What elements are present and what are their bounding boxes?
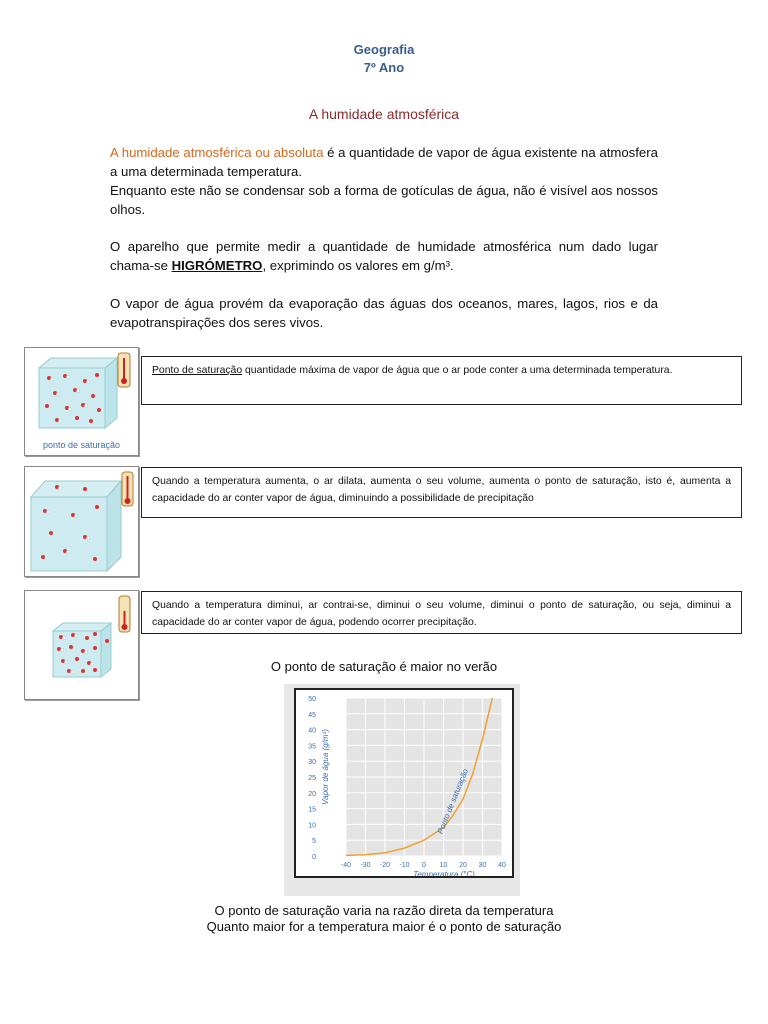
subject-heading: Geografia [353,42,415,57]
hygrometer-term: HIGRÓMETRO [171,258,263,273]
box-text: Quando a temperatura diminui, ar contrai-se, diminui o seu volume, diminui o ponto de saturação, ou seja, diminui a capacidade do ar conter vapor de água, podendo ocorrer precipitação. [152,600,731,628]
cube-illustration [25,348,138,455]
y-tick-label: 45 [308,711,316,719]
paragraph-text: , exprimindo os valores em g/m³. [262,258,454,273]
grade-heading: 7º Ano [363,60,405,75]
paragraph-text: O vapor de água provém da evaporação das águas dos oceanos, mares, lagos, rios e da evapotranspirações dos seres vivos. [110,296,658,330]
x-axis-title: Temperatura (°C) [413,870,475,876]
large-cube-image [24,466,139,577]
cube-image-label: ponto de saturação [42,440,121,450]
paragraph-hygrometer [110,237,658,275]
x-tick-label: -40 [340,862,352,869]
box-text: Quando a temperatura aumenta, o ar dilata, aumenta o seu volume, aumenta o ponto de saturação, isto é, aumenta a capacidade do ar conter vapor de água, diminuindo a possibilidade de precipitação [152,476,731,504]
small-cube-image [24,590,139,700]
saturation-term: Ponto de saturação [152,365,243,376]
x-tick-label: 0 [422,862,426,869]
temperature-decrease-box [141,591,742,634]
temperature-increase-box [141,467,742,518]
x-tick-label: 10 [439,862,448,869]
saturation-chart [296,690,512,876]
saturation-definition-box [141,356,742,405]
paragraph-evaporation [110,294,658,332]
y-tick-label: 0 [312,854,316,861]
x-tick-label: 30 [478,862,487,869]
paragraph-text: Enquanto este não se condensar sob a forma de gotículas de água, não é visível aos nossos olhos. [110,183,658,217]
chart-caption-top: O ponto de saturação é maior no verão [270,659,498,674]
saturation-chart-panel [294,688,514,878]
highlight-term: A humidade atmosférica ou absoluta [110,145,324,160]
chart-caption-bottom-1: O ponto de saturação varia na razão direta da temperatura [214,903,554,918]
y-tick-label: 50 [308,696,316,703]
cube-illustration [25,467,138,576]
chart-caption-bottom-2: Quanto maior for a temperatura maior é o ponto de saturação [206,919,562,934]
y-tick-label: 20 [308,790,316,798]
saturation-cube-image [24,347,139,456]
y-tick-label: 25 [308,775,316,782]
y-tick-label: 35 [308,743,316,751]
paragraph-text: é a quantidade de vapor de água existente na atmosfera a uma determinada temperatura. [110,145,658,179]
series-label: Ponto de saturação [435,767,471,836]
cube-illustration [25,591,138,699]
page-title: A humidade atmosférica [308,106,460,122]
y-tick-label: 30 [308,759,316,767]
x-tick-label: 40 [498,862,506,869]
y-tick-label: 10 [308,822,316,830]
paragraph-definition [110,143,658,219]
x-tick-label: -20 [379,862,391,869]
saturation-chart-frame [284,684,520,896]
y-tick-label: 15 [308,806,316,814]
box-text: quantidade máxima de vapor de água que o ar pode conter a uma determinada temperatura. [242,365,673,376]
x-tick-label: -10 [399,862,410,869]
y-axis-title: Vapor de água (g/m³) [321,729,330,805]
x-tick-label: -30 [360,862,371,869]
x-axis-title-area [284,880,520,896]
paragraph-text: O aparelho que permite medir a quantidade de humidade atmosférica num dado lugar chama-se [110,239,658,273]
y-tick-label: 5 [312,838,316,846]
x-tick-label: 20 [459,862,467,869]
y-tick-label: 40 [308,727,316,735]
